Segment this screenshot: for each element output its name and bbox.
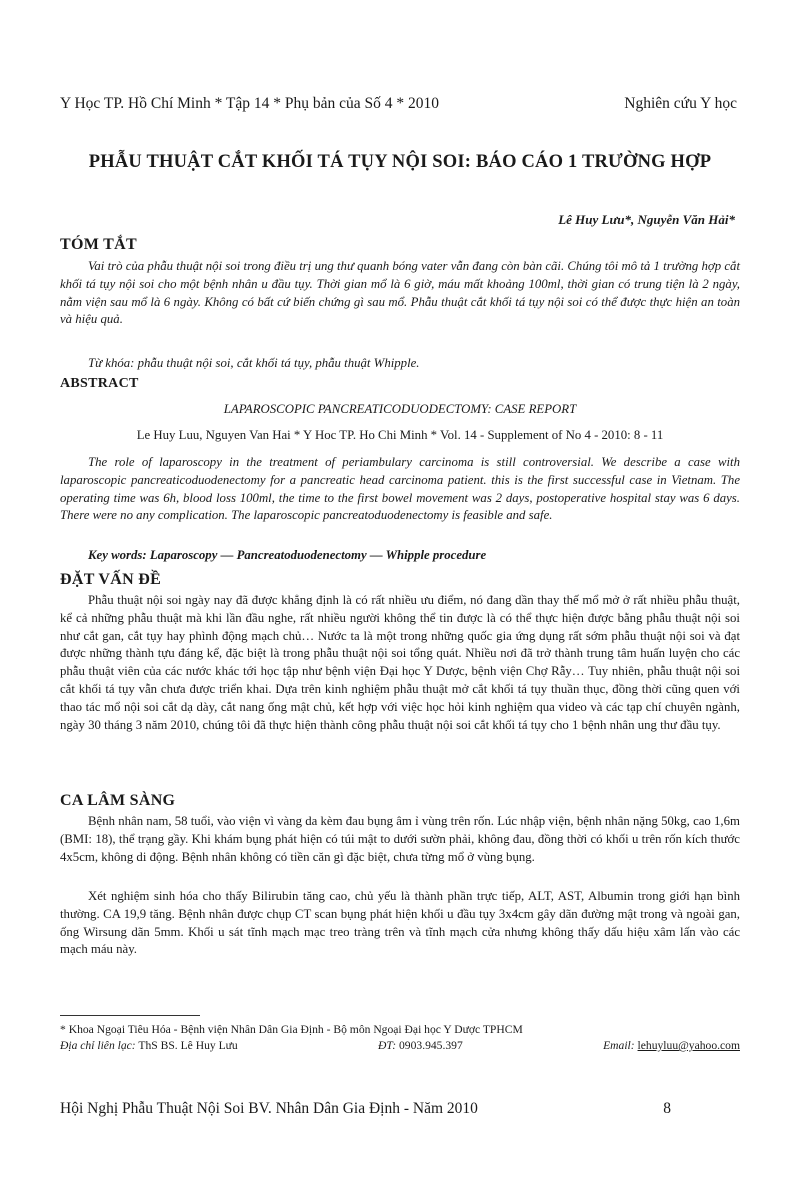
summary-heading: TÓM TẮT — [60, 236, 137, 253]
abstract-heading: ABSTRACT — [60, 376, 139, 391]
footnote-contact — [60, 1038, 238, 1054]
footnote-contact-row — [60, 1038, 740, 1054]
abstract-citation: Le Huy Luu, Nguyen Van Hai * Y Hoc TP. Ho Chi Minh * Vol. 14 - Supplement of No 4 - 2010: 8 - 11 — [136, 428, 664, 442]
email-label: Email: — [603, 1039, 635, 1052]
running-header-section: Nghiên cứu Y học — [624, 95, 737, 112]
case-paragraph-1: Bệnh nhân nam, 58 tuổi, vào viện vì vàng da kèm đau bụng âm ỉ vùng trên rốn. Lúc nhập viện, bệnh nhân nặng 50kg, cao 1,6m (BMI: 18), thể trạng gầy. Khi khám bụng phát hiện có túi mật to dưới sườn phải, không đau, đồng thời có khối u trên rốn kích thước 4x5cm, không di động. Bệnh nhân không có tiền căn gì đặc biệt, chưa từng mổ ở vùng bụng. — [60, 814, 740, 864]
intro-text: Phẫu thuật nội soi ngày nay đã được khẳng định là có rất nhiều ưu điểm, nó đang dần thay thế mổ mở ở rất nhiều phẫu thuật, kể cả những phẫu thuật mà khi lần đầu nghe, rất nhiều người không thể tin được là có thể thực hiện được bằng phẫu thuật nội soi như cắt gan, cắt tụy hay phình động mạch chủ… Nước ta là một trong những quốc gia ứng dụng rất sớm phẫu thuật nội soi và đạt được những thành tựu đáng kể, đặc biệt là trong phẫu thuật nội soi tổng quát. Nhiều nơi đã trở thành trung tâm huấn luyện cho các phẫu thuật viên của các nước khác tới học tập như bệnh viện Đại học Y Dược, bệnh viện Chợ Rẫy… Tuy nhiên, phẫu thuật nội soi cắt khối tá tụy vẫn chưa được triển khai. Dựa trên kinh nghiệm phẫu thuật mở cắt khối tá tụy thuần thục, đồng thời cũng quen với thao tác mổ nội soi cắt dạ dày, cắt nang ống mật chủ, kết hợp với việc học hỏi kinh nghiệm qua video và các tạp chí chuyên ngành, ngày 30 tháng 3 năm 2010, chúng tôi đã thực hiện thành công phẫu thuật nội soi cắt khối tá tụy cho 1 bệnh nhân ung thư đầu tụy. — [60, 593, 740, 732]
footnote-email — [603, 1038, 740, 1054]
phone-number: 0903.945.397 — [399, 1039, 463, 1052]
summary-text: Vai trò của phẫu thuật nội soi trong điều trị ung thư quanh bóng vater vẫn đang còn bàn cãi. Chúng tôi mô tả 1 trường hợp cắt khối tá tụy nội soi cho một bệnh nhân u đầu tụy. Thời gian mổ là 6 giờ, máu mất khoảng 100ml, thời gian có trung tiện là 2 ngày, nằm viện sau mổ là 6 ngày. Không có bất cứ biến chứng gì sau mổ. Phẫu thuật cắt khối tá tụy nội soi có thể được thực hiện an toàn và hiệu quả. — [60, 259, 740, 327]
footnote — [60, 1022, 740, 1054]
case-heading: CA LÂM SÀNG — [60, 792, 176, 809]
footnote-affiliation: * Khoa Ngoại Tiêu Hóa - Bệnh viện Nhân Dân Gia Định - Bộ môn Ngoại Đại học Y Dược TPHCM — [60, 1023, 523, 1036]
authors: Lê Huy Lưu*, Nguyễn Văn Hải* — [558, 212, 735, 227]
email-link[interactable]: lehuyluu@yahoo.com — [637, 1039, 740, 1052]
abstract-title: LAPAROSCOPIC PANCREATICODUODECTOMY: CASE REPORT — [223, 402, 577, 416]
page-footer-conference: Hội Nghị Phẫu Thuật Nội Soi BV. Nhân Dân Gia Định - Năm 2010 — [60, 1100, 478, 1117]
footnote-phone — [378, 1038, 463, 1054]
abstract-keywords: Key words: Laparoscopy — Pancreatoduodenectomy — Whipple procedure — [88, 548, 487, 562]
intro-heading: ĐẶT VẤN ĐỀ — [60, 571, 162, 588]
summary-keywords: Từ khóa: phẫu thuật nội soi, cắt khối tá tụy, phẫu thuật Whipple. — [88, 356, 420, 370]
contact-name: ThS BS. Lê Huy Lưu — [138, 1039, 238, 1052]
article-title: PHẪU THUẬT CẮT KHỐI TÁ TỤY NỘI SOI: BÁO CÁO 1 TRƯỜNG HỢP — [88, 152, 712, 172]
contact-label: Địa chỉ liên lạc: — [60, 1039, 136, 1052]
page-number: 8 — [663, 1100, 671, 1117]
phone-label: ĐT: — [378, 1039, 397, 1052]
case-paragraph-2: Xét nghiệm sinh hóa cho thấy Bilirubin tăng cao, chủ yếu là thành phần trực tiếp, ALT, AST, Albumin trong giới hạn bình thường. CA 19,9 tăng. Bệnh nhân được chụp CT scan bụng phát hiện khối u đầu tụy 3x4cm gây dãn đường mật trong và ngoài gan, ống Wirsung dãn 5mm. Khối u sát tĩnh mạch mạc treo tràng trên và tĩnh mạch cửa nhưng không thấy dấu hiệu xâm lấn vào các mạch máu này. — [60, 889, 740, 957]
running-header-journal: Y Học TP. Hồ Chí Minh * Tập 14 * Phụ bản của Số 4 * 2010 — [60, 95, 440, 112]
abstract-text: The role of laparoscopy in the treatment of periambulary carcinoma is still controversial. We describe a case with laparoscopic pancreaticoduodenectomy for a pancreatic head carcinoma patient. this is the first successful case in Vietnam. The operating time was 6h, blood loss 100ml, the time to the first bowel movement was 2 days, postoperative hospital stay was 6 days. There were no any complication. The laparoscopic pancreatoduodenectomy is feasible and safe. — [60, 455, 740, 523]
footnote-divider — [60, 1015, 200, 1016]
